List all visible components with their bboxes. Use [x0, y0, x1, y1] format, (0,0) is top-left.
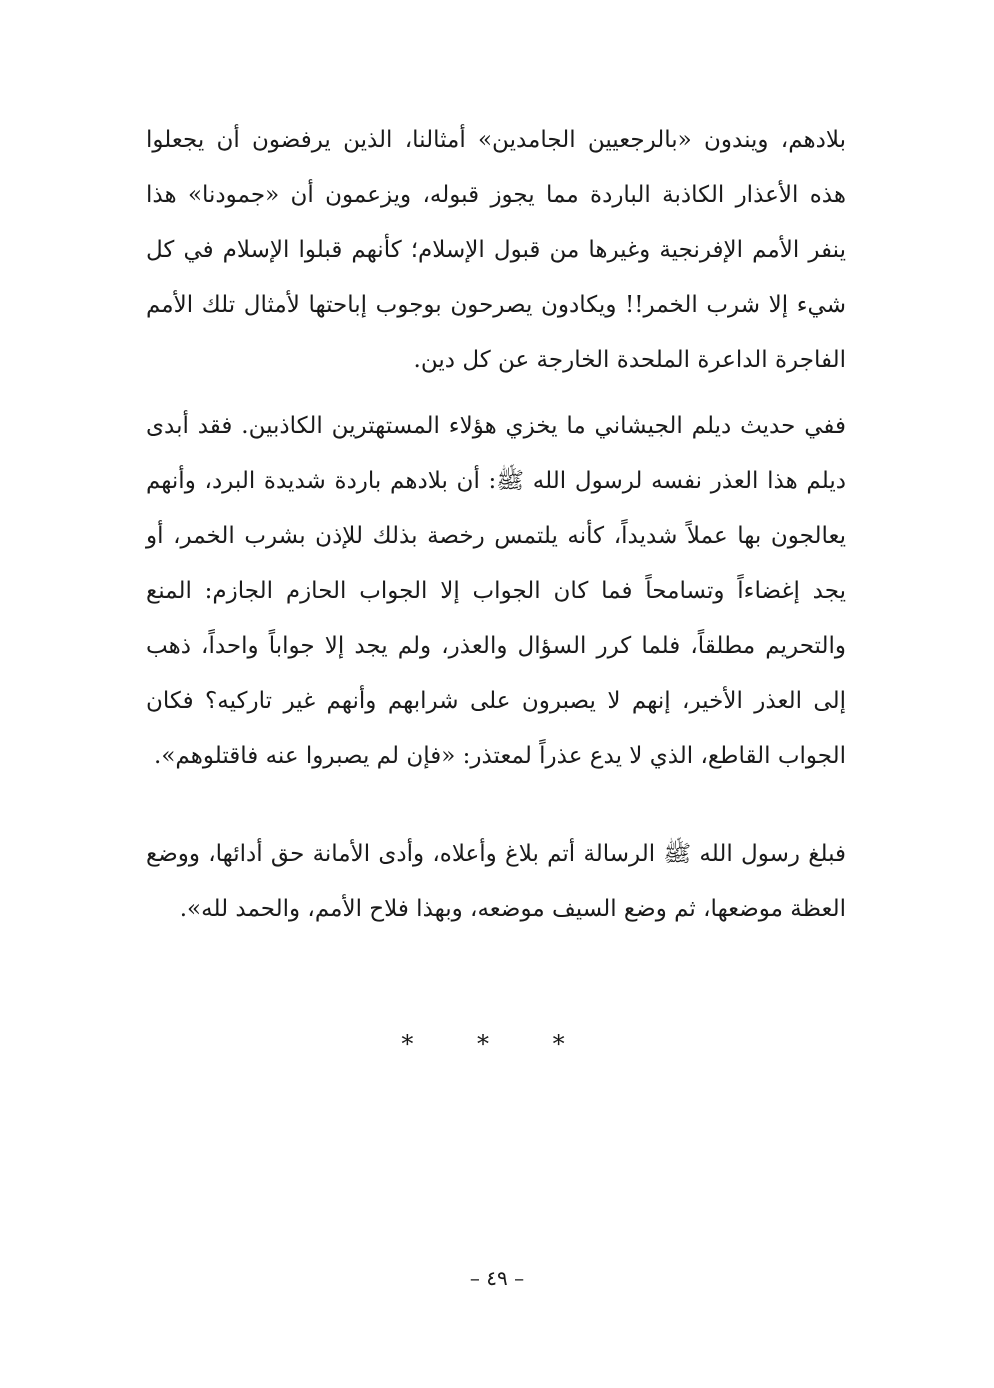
paragraph-text: فبلغ رسول الله ﷺ الرسالة أتم بلاغ وأعلاه، وأدى الأمانة حق أدائها، ووضع العظة موضعها، ثم وضع السيف موضعه، وبهذا فلاح الأمم، والحمد لله». — [146, 841, 846, 922]
paragraph-text: بلادهم، ويندون «بالرجعيين الجامدين» أمثالنا، الذين يرفضون أن يجعلوا هذه الأعذار الكاذبة الباردة مما يجوز قبوله، ويزعمون أن «جمودنا» هذا ينفر الأمم الإفرنجية وغيرها من قبول الإسلام؛ كأنهم قبلوا الإسلام في كل شيء إلا شرب الخمر!! ويكادون يصرحون بوجوب إباحتها لأمثال تلك الأمم الفاجرة الداعرة الملحدة الخارجة عن كل دين. — [146, 127, 846, 373]
body-paragraph-3 — [146, 827, 846, 937]
paragraph-text: ففي حديث ديلم الجيشاني ما يخزي هؤلاء المستهترين الكاذبين. فقد أبدى ديلم هذا العذر نفسه لرسول الله ﷺ: أن بلادهم باردة شديدة البرد، وأنهم يعالجون بها عملاً شديداً، كأنه يلتمس رخصة بذلك للإذن بشرب الخمر، أو يجد إغضاءاً وتسامحاً فما كان الجواب إلا الجواب الحازم الجازم: المنع والتحريم مطلقاً، فلما كرر السؤال والعذر، ولم يجد إلا جواباً واحداً، ذهب إلى العذر الأخير، إنهم لا يصبرون على شرابهم وأنهم غير تاركيه؟ فكان الجواب القاطع، الذي لا يدع عذراً لمعتذر: «فإن لم يصبروا عنه فاقتلوهم». — [146, 413, 846, 769]
page-number: – ٤٩ – — [469, 1266, 525, 1290]
section-separator: * * * — [401, 1030, 593, 1058]
body-paragraph-2 — [146, 399, 846, 784]
body-paragraph-1 — [146, 113, 846, 388]
